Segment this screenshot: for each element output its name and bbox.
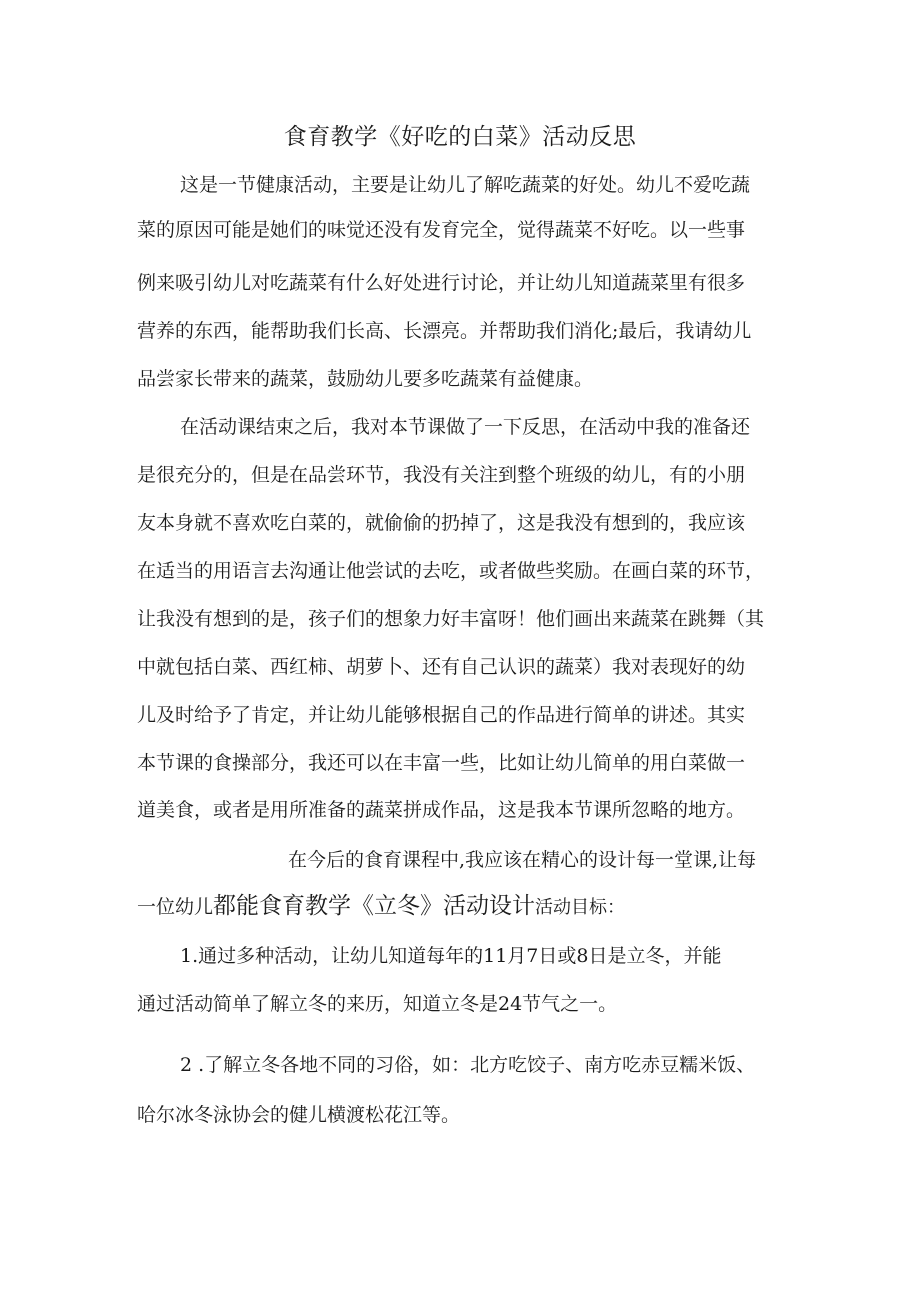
paragraph-2-line-5: 让我没有想到的是，孩子们的想象力好丰富呀！他们画出来蔬菜在跳舞（其 [137,608,765,630]
paragraph-1-line-3: 例来吸引幼儿对吃蔬菜有什么好处进行讨论，并让幼儿知道蔬菜里有很多 [137,272,746,294]
paragraph-2-line-1: 在活动课结束之后，我对本节课做了一下反思，在活动中我的准备还 [180,416,751,438]
objective-1-line-1: 1.通过多种活动，让幼儿知道每年的11月7日或8日是立冬，并能 [180,945,722,967]
paragraph-2-line-3: 友本身就不喜欢吃白菜的，就偷偷的扔掉了，这是我没有想到的，我应该 [137,512,746,534]
objective-1-line-2: 通过活动简单了解立冬的来历，知道立冬是24节气之一。 [137,993,618,1015]
document-title: 食育教学《好吃的白菜》活动反思 [283,124,637,150]
paragraph-2-line-6: 中就包括白菜、西红柿、胡萝卜、还有自己认识的蔬菜）我对表现好的幼 [137,656,746,678]
paragraph-1-line-2: 菜的原因可能是她们的味觉还没有发育完全，觉得蔬菜不好吃。以一些事 [137,219,746,241]
paragraph-2-line-7: 儿及时给予了肯定，并让幼儿能够根据自己的作品进行简单的讲述。其实 [137,704,746,726]
paragraph-3-line-2-part-a: 一位幼儿 [137,896,214,918]
paragraph-2-line-9: 道美食，或者是用所准备的蔬菜拼成作品，这是我本节课所忽略的地方。 [137,799,746,821]
paragraph-1-line-5: 品尝家长带来的蔬菜，鼓励幼儿要多吃蔬菜有益健康。 [137,368,594,390]
paragraph-1-line-1: 这是一节健康活动，主要是让幼儿了解吃蔬菜的好处。幼儿不爱吃蔬 [180,174,751,196]
objective-2-line-2: 哈尔冰冬泳协会的健儿横渡松花江等。 [137,1104,461,1126]
embedded-heading: 都能食育教学《立冬》活动设计 [213,893,536,919]
paragraph-2-line-4: 在适当的用语言去沟通让他尝试的去吃，或者做些奖励。在画白菜的环节， [137,560,765,582]
paragraph-2-line-8: 本节课的食操部分，我还可以在丰富一些，比如让幼儿简单的用白菜做一 [137,752,746,774]
paragraph-3-line-2 [137,893,625,921]
paragraph-3-line-2-part-c: 活动目标： [535,897,626,918]
paragraph-2-line-2: 是很充分的，但是在品尝环节，我没有关注到整个班级的幼儿，有的小朋 [137,464,746,486]
objective-2-line-1: 2 .了解立冬各地不同的习俗，如：北方吃饺子、南方吃赤豆糯米饭、 [180,1054,756,1076]
paragraph-1-line-4: 营养的东西，能帮助我们长高、长漂亮。并帮助我们消化;最后，我请幼儿 [137,320,752,342]
paragraph-3-line-1: 在今后的食育课程中,我应该在精心的设计每一堂课,让每 [288,849,757,871]
